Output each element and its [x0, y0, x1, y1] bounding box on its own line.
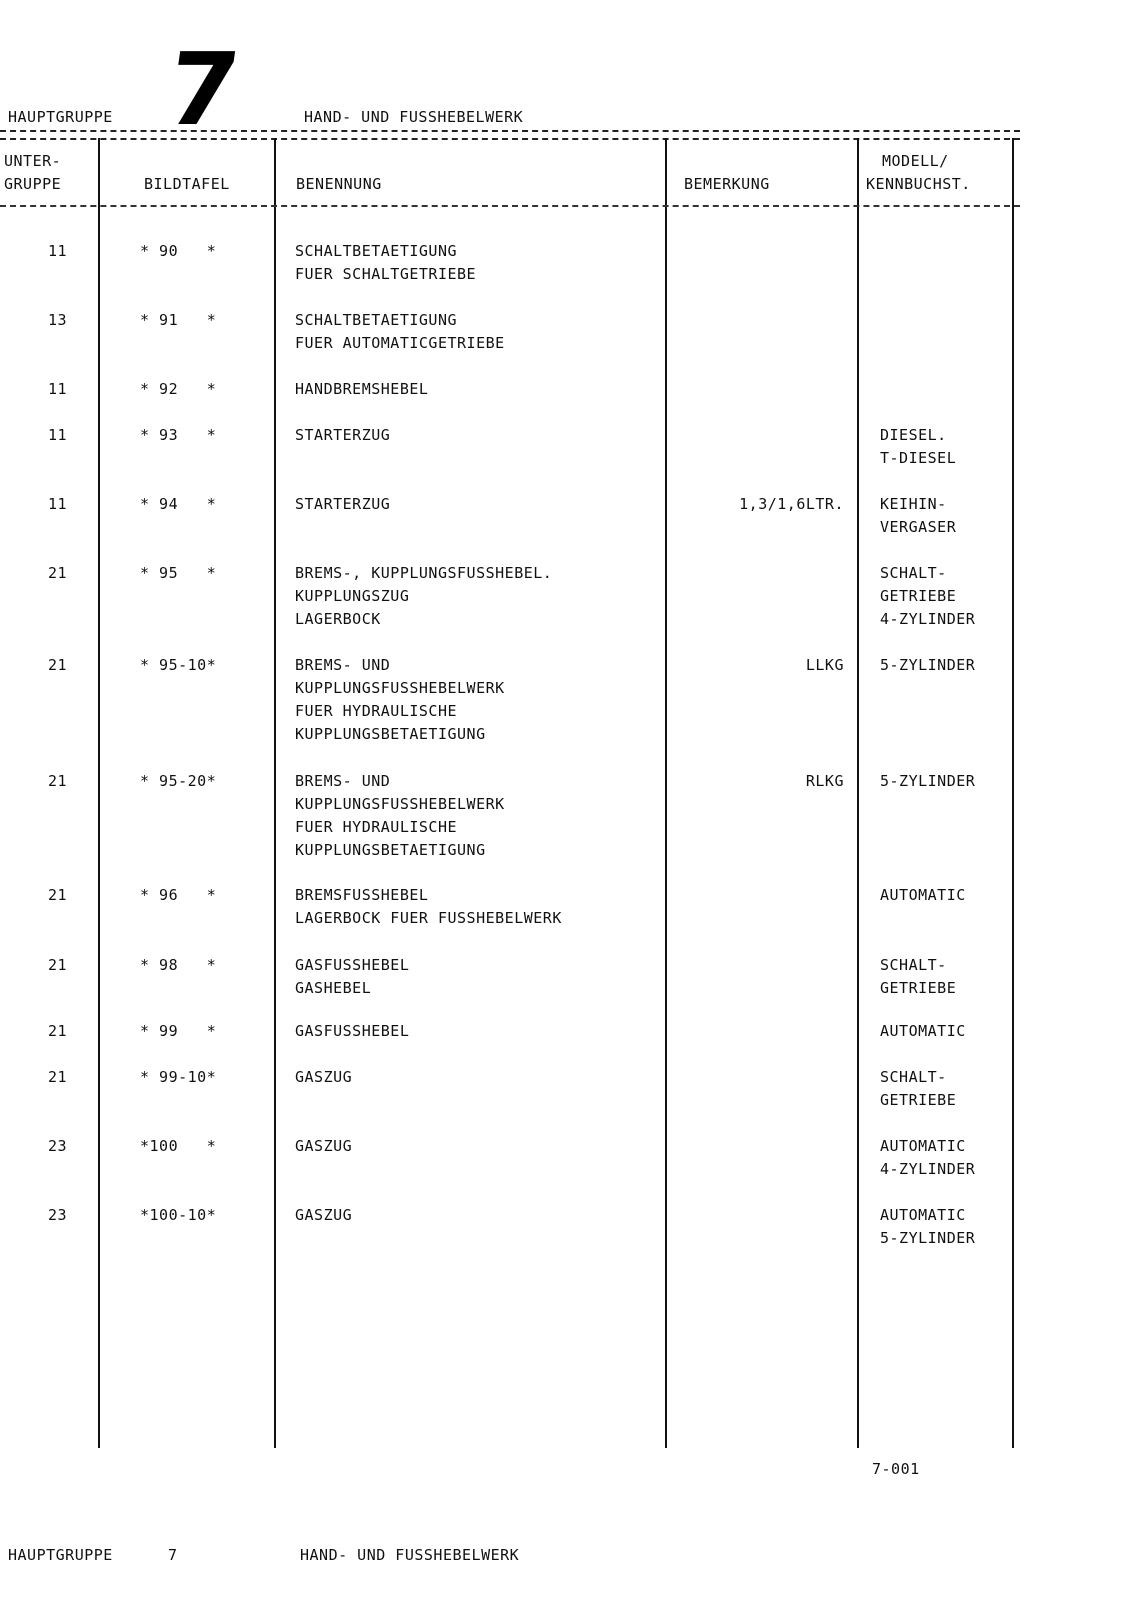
benennung-line: KUPPLUNGSFUSSHEBELWERK — [295, 795, 505, 813]
column-header-benennung: BENENNUNG — [296, 175, 382, 193]
modell-line: 4-ZYLINDER — [880, 1160, 976, 1178]
cell-benennung — [295, 1066, 352, 1089]
modell-line: AUTOMATIC — [880, 1206, 966, 1224]
header-double-rule — [0, 130, 1020, 140]
cell-untergruppe: 21 — [48, 656, 68, 674]
benennung-line: HANDBREMSHEBEL — [295, 380, 429, 398]
modell-line: 5-ZYLINDER — [880, 772, 976, 790]
cell-modell — [880, 493, 956, 539]
modell-line: SCHALT- — [880, 1068, 947, 1086]
column-divider-3 — [665, 138, 667, 1448]
footer-label: HAUPTGRUPPE — [8, 1546, 113, 1564]
cell-benennung — [295, 240, 476, 286]
cell-benennung — [295, 770, 505, 862]
benennung-line: BREMSFUSSHEBEL — [295, 886, 429, 904]
benennung-line: BREMS- UND — [295, 656, 391, 674]
benennung-line: SCHALTBETAETIGUNG — [295, 242, 458, 260]
cell-benennung — [295, 884, 562, 930]
modell-line: GETRIEBE — [880, 979, 957, 997]
column-divider-2 — [274, 138, 276, 1448]
cell-bemerkung: RLKG — [805, 772, 844, 790]
benennung-line: GASHEBEL — [295, 979, 372, 997]
cell-untergruppe: 23 — [48, 1137, 68, 1155]
benennung-line: BREMS- UND — [295, 772, 391, 790]
benennung-line: FUER HYDRAULISCHE — [295, 702, 458, 720]
cell-benennung — [295, 1020, 409, 1043]
cell-bildtafel: * 94 * — [140, 495, 217, 513]
cell-modell — [880, 954, 956, 1000]
cell-benennung — [295, 424, 390, 447]
column-divider-5 — [1012, 138, 1014, 1448]
column-header-bildtafel: BILDTAFEL — [144, 175, 230, 193]
column-header-untergruppe: UNTER- GRUPPE — [4, 152, 62, 193]
column-header-bemerkung: BEMERKUNG — [684, 175, 770, 193]
benennung-line: STARTERZUG — [295, 426, 391, 444]
cell-untergruppe: 21 — [48, 1068, 68, 1086]
benennung-line: FUER HYDRAULISCHE — [295, 818, 458, 836]
modell-line: AUTOMATIC — [880, 886, 966, 904]
footer-title: HAND- UND FUSSHEBELWERK — [300, 1546, 520, 1564]
cell-benennung — [295, 309, 505, 355]
cell-modell — [880, 562, 975, 631]
cell-modell — [880, 884, 966, 907]
cell-untergruppe: 21 — [48, 1022, 68, 1040]
cell-bildtafel: * 96 * — [140, 886, 217, 904]
cell-bildtafel: * 95-10* — [140, 656, 217, 674]
cell-untergruppe: 23 — [48, 1206, 68, 1224]
cell-bildtafel: * 95-20* — [140, 772, 217, 790]
cell-modell — [880, 424, 956, 470]
modell-line: T-DIESEL — [880, 449, 957, 467]
cell-benennung — [295, 378, 428, 401]
modell-line: 5-ZYLINDER — [880, 656, 976, 674]
header-dashed-rule — [0, 205, 1020, 207]
cell-modell — [880, 1020, 966, 1043]
group-number-large: 7 — [159, 31, 247, 148]
modell-line: 5-ZYLINDER — [880, 1229, 976, 1247]
cell-modell — [880, 1135, 975, 1181]
cell-bildtafel: *100-10* — [140, 1206, 217, 1224]
benennung-line: KUPPLUNGSZUG — [295, 587, 410, 605]
modell-line: AUTOMATIC — [880, 1022, 966, 1040]
column-divider-4 — [857, 138, 859, 1448]
cell-modell — [880, 770, 975, 793]
cell-untergruppe: 11 — [48, 380, 68, 398]
cell-bemerkung: 1,3/1,6LTR. — [739, 495, 844, 513]
benennung-line: BREMS-, KUPPLUNGSFUSSHEBEL. — [295, 564, 553, 582]
cell-benennung — [295, 562, 552, 631]
modell-line: AUTOMATIC — [880, 1137, 966, 1155]
cell-untergruppe: 21 — [48, 772, 68, 790]
cell-benennung — [295, 954, 409, 1000]
modell-line: SCHALT- — [880, 956, 947, 974]
benennung-line: GASFUSSHEBEL — [295, 956, 410, 974]
cell-bemerkung: LLKG — [805, 656, 844, 674]
benennung-line: GASZUG — [295, 1137, 353, 1155]
benennung-line: FUER SCHALTGETRIEBE — [295, 265, 477, 283]
benennung-line: SCHALTBETAETIGUNG — [295, 311, 458, 329]
cell-benennung — [295, 654, 505, 746]
column-header-modell: MODELL/ KENNBUCHST. — [866, 152, 971, 193]
cell-bildtafel: * 92 * — [140, 380, 217, 398]
cell-bildtafel: * 91 * — [140, 311, 217, 329]
cell-untergruppe: 11 — [48, 426, 68, 444]
benennung-line: GASZUG — [295, 1206, 353, 1224]
modell-line: VERGASER — [880, 518, 957, 536]
modell-line: SCHALT- — [880, 564, 947, 582]
modell-line: 4-ZYLINDER — [880, 610, 976, 628]
cell-bildtafel: * 95 * — [140, 564, 217, 582]
cell-untergruppe: 21 — [48, 564, 68, 582]
cell-benennung — [295, 1204, 352, 1227]
modell-line: GETRIEBE — [880, 587, 957, 605]
benennung-line: KUPPLUNGSFUSSHEBELWERK — [295, 679, 505, 697]
cell-untergruppe: 21 — [48, 956, 68, 974]
cell-modell — [880, 1204, 975, 1250]
page-number: 7-001 — [872, 1460, 920, 1478]
cell-bildtafel: *100 * — [140, 1137, 217, 1155]
benennung-line: FUER AUTOMATICGETRIEBE — [295, 334, 505, 352]
header-label: HAUPTGRUPPE — [8, 108, 113, 126]
cell-modell — [880, 1066, 956, 1112]
column-divider-1 — [98, 138, 100, 1448]
cell-bildtafel: * 99-10* — [140, 1068, 217, 1086]
cell-bildtafel: * 93 * — [140, 426, 217, 444]
cell-bildtafel: * 99 * — [140, 1022, 217, 1040]
header-title: HAND- UND FUSSHEBELWERK — [304, 108, 524, 126]
cell-bildtafel: * 98 * — [140, 956, 217, 974]
cell-benennung — [295, 493, 390, 516]
cell-untergruppe: 13 — [48, 311, 68, 329]
cell-benennung — [295, 1135, 352, 1158]
cell-modell — [880, 654, 975, 677]
benennung-line: KUPPLUNGSBETAETIGUNG — [295, 841, 486, 859]
benennung-line: KUPPLUNGSBETAETIGUNG — [295, 725, 486, 743]
benennung-line: GASZUG — [295, 1068, 353, 1086]
modell-line: DIESEL. — [880, 426, 947, 444]
benennung-line: LAGERBOCK FUER FUSSHEBELWERK — [295, 909, 562, 927]
cell-untergruppe: 11 — [48, 242, 68, 260]
benennung-line: LAGERBOCK — [295, 610, 381, 628]
cell-untergruppe: 11 — [48, 495, 68, 513]
modell-line: GETRIEBE — [880, 1091, 957, 1109]
footer-group-number: 7 — [168, 1546, 178, 1564]
benennung-line: STARTERZUG — [295, 495, 391, 513]
benennung-line: GASFUSSHEBEL — [295, 1022, 410, 1040]
cell-bildtafel: * 90 * — [140, 242, 217, 260]
modell-line: KEIHIN- — [880, 495, 947, 513]
cell-untergruppe: 21 — [48, 886, 68, 904]
